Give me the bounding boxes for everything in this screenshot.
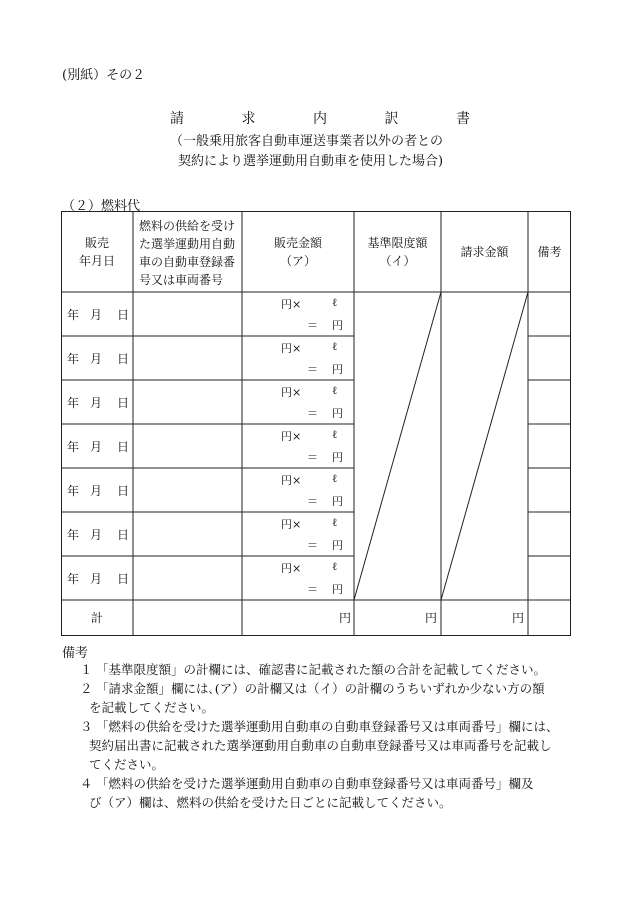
date-part: 月 [90,352,103,366]
title-char: 請 [170,111,184,127]
amount-liter-unit: ℓ [332,428,338,441]
date-part: 年 [67,308,80,322]
note-line: 契約届出書に記載された選挙運動用自動車の自動車登録番号又は車両番号を記載し [89,738,552,753]
header-text: 販売 [84,235,109,250]
amount-yen-per-liter: 円× [281,386,302,399]
header-text: 燃料の供給を受け [139,218,236,233]
vehicle-number-cell[interactable] [134,469,241,511]
date-part: 年 [67,440,80,454]
header-text: 車の自動車登録番 [139,254,236,269]
amount-yen-unit: 円 [332,539,343,552]
amount-liter-unit: ℓ [332,340,338,353]
date-part: 日 [117,308,130,322]
amount-yen-unit: 円 [332,363,343,376]
title-char: 訳 [384,111,399,127]
vehicle-number-cell[interactable] [134,293,241,335]
vehicle-number-cell[interactable] [134,513,241,555]
amount-equals: ＝ [307,539,318,552]
date-part: 月 [90,308,103,322]
note-line: び（ア）欄は、燃料の供給を受けた日ごとに記載してください。 [89,795,452,810]
amount-equals: ＝ [307,407,318,420]
date-part: 月 [90,572,103,586]
amount-yen-per-liter: 円× [281,342,302,355]
fuel-cost-table [61,211,571,636]
header-text: （ア） [279,253,316,268]
date-part: 月 [90,396,103,410]
date-part: 日 [117,440,130,454]
amount-liter-unit: ℓ [332,560,338,573]
header-text: 号又は車両番号 [139,272,224,287]
vehicle-number-cell[interactable] [134,557,241,599]
amount-yen-per-liter: 円× [281,430,302,443]
amount-yen-unit: 円 [332,451,343,464]
note-number: ４ [80,776,93,791]
note-line: 「請求金額」欄には､(ア）の計欄又は（イ）の計欄のうちいずれか少ない方の額 [96,681,545,696]
amount-equals: ＝ [307,495,318,508]
header-text: 基準限度額 [367,235,428,250]
section-label: （２）燃料代 [62,199,141,214]
limit-strike-diagonal [354,292,441,600]
date-part: 日 [117,484,130,498]
date-part: 日 [117,352,130,366]
date-part: 年 [67,484,80,498]
total-label: 計 [90,611,103,625]
total-limit-unit: 円 [425,611,438,625]
date-part: 日 [117,528,130,542]
amount-yen-unit: 円 [332,495,343,508]
amount-liter-unit: ℓ [332,516,338,529]
amount-equals: ＝ [307,451,318,464]
note-number: ２ [80,681,93,696]
note-line: を記載してください。 [89,700,215,715]
note-number: １ [80,662,93,677]
title-char: 求 [241,111,256,127]
date-part: 年 [67,572,80,586]
amount-liter-unit: ℓ [332,384,338,397]
vehicle-number-cell[interactable] [134,381,241,423]
page-title [170,108,470,128]
date-part: 月 [90,528,103,542]
header-text: 販売金額 [273,235,322,250]
total-claim-unit: 円 [512,611,525,625]
header-sale-date [61,211,133,292]
amount-equals: ＝ [307,583,318,596]
date-part: 年 [67,528,80,542]
total-sale-unit: 円 [339,611,352,625]
amount-yen-unit: 円 [332,583,343,596]
header-vehicle-number [133,213,242,292]
amount-liter-unit: ℓ [332,472,338,485]
date-part: 年 [67,352,80,366]
note-number: ３ [80,719,93,734]
header-sale-amount [242,211,354,292]
subtitle-line-1: （一般乗用旅客自動車運送事業者以外の者との [170,134,444,149]
title-char: 内 [313,111,327,127]
note-line: 「基準限度額」の計欄には、確認書に記載された額の合計を記載してください。 [96,662,547,677]
amount-yen-unit: 円 [332,407,343,420]
subtitle-line-2: 契約により選挙運動用自動車を使用した場合) [178,154,444,169]
header-claim-amount: 請求金額 [460,244,509,259]
document-label: (別紙）その２ [62,68,146,83]
amount-equals: ＝ [307,319,318,332]
amount-yen-per-liter: 円× [281,518,302,531]
date-part: 年 [67,396,80,410]
header-text: （イ） [379,253,416,268]
amount-liter-unit: ℓ [332,296,338,309]
header-text: た選挙運動用自動 [139,236,236,251]
amount-yen-unit: 円 [332,319,343,332]
note-line: 「燃料の供給を受けた選挙運動用自動車の自動車登録番号又は車両番号」欄には、 [96,719,559,734]
date-part: 日 [117,396,130,410]
title-char: 書 [456,111,470,127]
date-part: 日 [117,572,130,586]
note-line: 「燃料の供給を受けた選挙運動用自動車の自動車登録番号又は車両番号」欄及 [96,776,534,791]
amount-yen-per-liter: 円× [281,474,302,487]
amount-yen-per-liter: 円× [281,562,302,575]
notes-label: 備考 [62,646,89,661]
vehicle-number-cell[interactable] [134,425,241,467]
date-part: 月 [90,440,103,454]
note-line: てください。 [89,757,165,772]
date-part: 月 [90,484,103,498]
header-remarks: 備考 [537,244,562,259]
vehicle-number-cell[interactable] [134,337,241,379]
amount-equals: ＝ [307,363,318,376]
header-text: 年月日 [78,253,115,268]
claim-strike-diagonal [441,292,528,600]
amount-yen-per-liter: 円× [281,298,302,311]
header-limit-amount [354,211,441,292]
